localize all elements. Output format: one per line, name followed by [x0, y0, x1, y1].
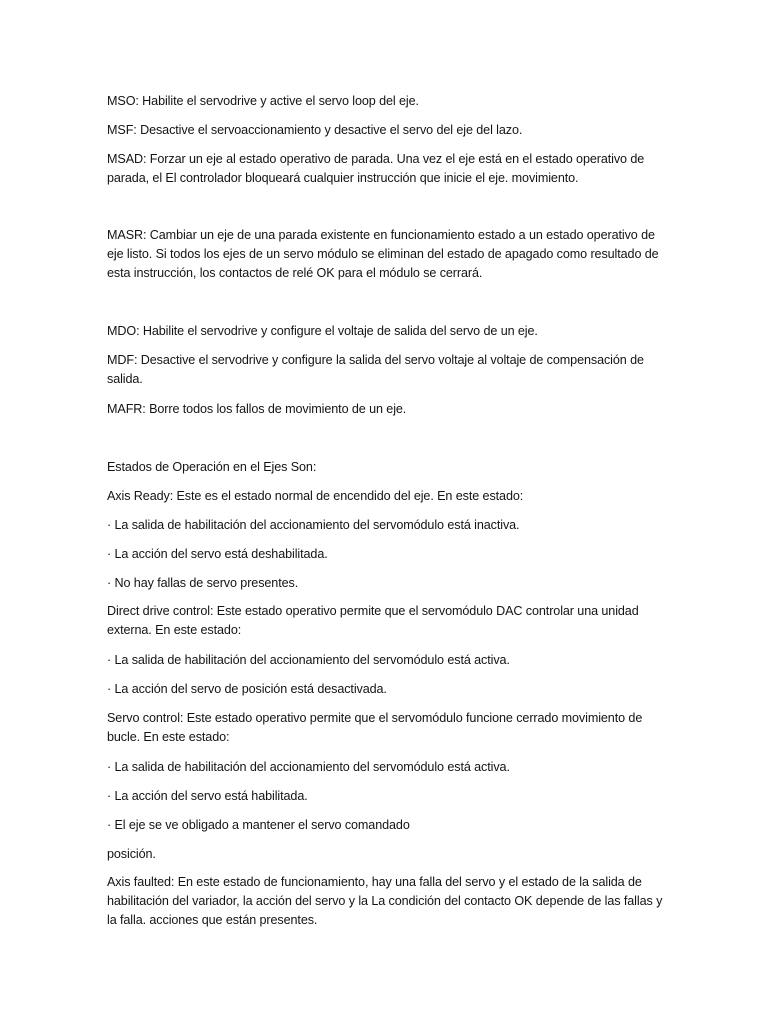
paragraph-mso: MSO: Habilite el servodrive y active el servo loop del eje. [107, 94, 419, 108]
bullet-servo-control-2: · La acción del servo está habilitada. [107, 789, 308, 803]
heading-estados: Estados de Operación en el Ejes Son: [107, 460, 317, 474]
bullet-axis-ready-2: · La acción del servo está deshabilitada. [107, 547, 328, 561]
paragraph-mdo: MDO: Habilite el servodrive y configure el voltaje de salida del servo de un eje. [107, 324, 538, 338]
paragraph-mafr: MAFR: Borre todos los fallos de movimiento de un eje. [107, 402, 407, 416]
bullet-direct-drive-1: · La salida de habilitación del accionamiento del servomódulo está activa. [107, 653, 510, 667]
paragraph-axis-ready: Axis Ready: Este es el estado normal de encendido del eje. En este estado: [107, 489, 524, 503]
bullet-direct-drive-2: · La acción del servo de posición está desactivada. [107, 682, 387, 696]
paragraph-mdf: MDF: Desactive el servodrive y configure la salida del servo voltaje al voltaje de compensación de salida. [107, 353, 644, 386]
paragraph-msad: MSAD: Forzar un eje al estado operativo de parada. Una vez el eje está en el estado operativo de parada, el El controlador bloqueará cualquier instrucción que inicie el eje. movimiento. [107, 152, 645, 185]
paragraph-msf: MSF: Desactive el servoaccionamiento y desactive el servo del eje del lazo. [107, 123, 523, 137]
paragraph-axis-faulted: Axis faulted: En este estado de funcionamiento, hay una falla del servo y el estado de la salida de habilitación del variador, la acción del servo y la La condición del contacto OK depende de las fallas y la falla. acciones que están presentes. [107, 875, 663, 927]
paragraph-servo-control: Servo control: Este estado operativo permite que el servomódulo funcione cerrado movimiento de bucle. En este estado: [107, 711, 643, 744]
paragraph-direct-drive: Direct drive control: Este estado operativo permite que el servomódulo DAC controlar una unidad externa. En este estado: [107, 604, 639, 637]
paragraph-posicion: posición. [107, 847, 156, 861]
bullet-servo-control-3: · El eje se ve obligado a mantener el servo comandado [107, 818, 410, 832]
bullet-axis-ready-1: · La salida de habilitación del accionamiento del servomódulo está inactiva. [107, 518, 520, 532]
bullet-servo-control-1: · La salida de habilitación del accionamiento del servomódulo está activa. [107, 760, 510, 774]
bullet-axis-ready-3: · No hay fallas de servo presentes. [107, 576, 299, 590]
paragraph-masr: MASR: Cambiar un eje de una parada existente en funcionamiento estado a un estado operativo de eje listo. Si todos los ejes de un servo módulo se eliminan del estado de apagado como resultado de esta instrucción, los contactos de relé OK para el módulo se cerrará. [107, 228, 659, 280]
